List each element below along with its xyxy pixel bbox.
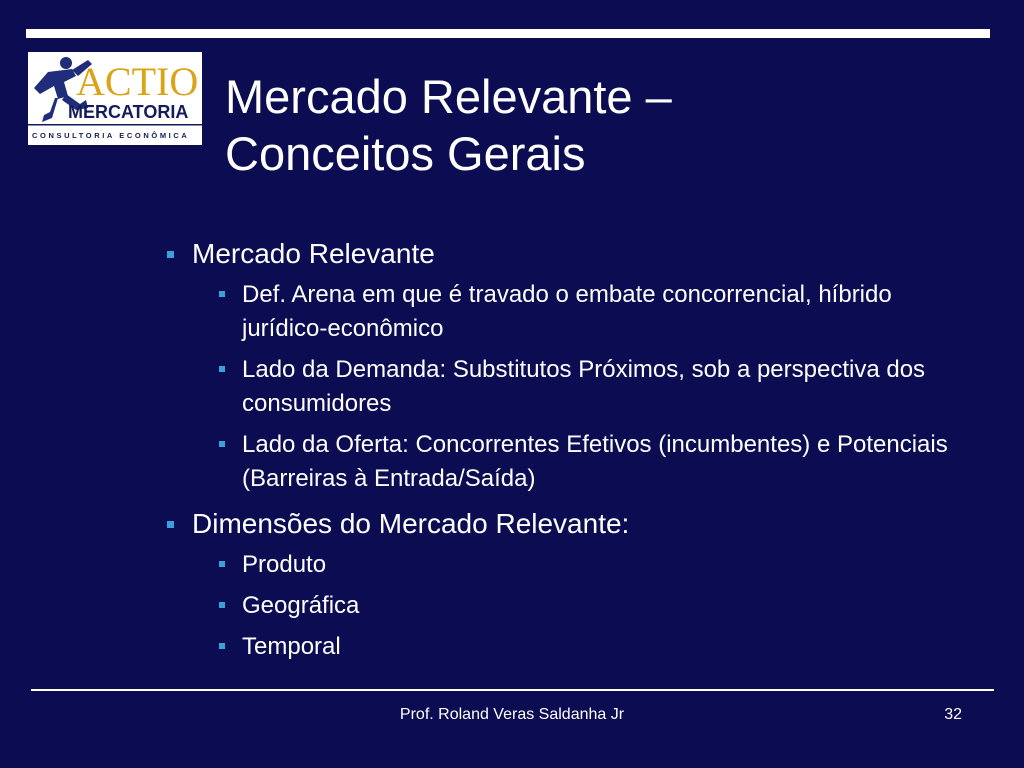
logo-graphic [28, 52, 202, 145]
square-bullet-icon [219, 602, 225, 608]
square-bullet-icon [167, 251, 174, 258]
page-number: 32 [944, 706, 962, 723]
sub-bullet-temporal [192, 630, 965, 664]
bullet-list [165, 236, 965, 664]
sub-bullet-text: Geográfica [242, 592, 360, 619]
sub-bullet-text: Produto [242, 551, 327, 578]
sub-bullet-text: Temporal [242, 633, 341, 660]
sub-bullet-definicao [192, 278, 965, 346]
sub-bullet-lado-oferta [192, 428, 965, 496]
top-rule [26, 29, 990, 38]
square-bullet-icon [167, 521, 174, 528]
sub-bullet-produto [192, 548, 965, 582]
bullet-text: Mercado Relevante [192, 238, 435, 269]
sub-bullet-geografica [192, 589, 965, 623]
bullet-dimensoes [165, 506, 965, 664]
svg-text:MERCATORIA: MERCATORIA [68, 102, 189, 122]
slide-content [165, 236, 965, 674]
sub-bullet-text: Def. Arena em que é travado o embate concorrencial, híbrido jurídico-econômico [242, 281, 892, 342]
sub-bullet-text: Lado da Demanda: Substitutos Próximos, sob a perspectiva dos consumidores [242, 356, 926, 417]
bullet-text: Dimensões do Mercado Relevante: [192, 508, 630, 539]
square-bullet-icon [219, 441, 225, 447]
square-bullet-icon [219, 561, 225, 567]
footer-author: Prof. Roland Veras Saldanha Jr [399, 706, 625, 723]
sub-bullet-list [192, 278, 965, 496]
square-bullet-icon [219, 643, 225, 649]
square-bullet-icon [219, 291, 225, 297]
sub-bullet-lado-demanda [192, 353, 965, 421]
slide-title-line-1: Mercado Relevante – [225, 70, 672, 123]
footer-rule [31, 689, 994, 691]
svg-text:CONSULTORIA ECONÔMICA: CONSULTORIA ECONÔMICA [32, 131, 190, 140]
svg-text:ACTIO: ACTIO [76, 59, 199, 104]
square-bullet-icon [219, 366, 225, 372]
sub-bullet-text: Lado da Oferta: Concorrentes Efetivos (incumbentes) e Potenciais (Barreiras à Entrada/Saída) [242, 431, 948, 492]
sub-bullet-list [192, 548, 965, 664]
bullet-mercado-relevante [165, 236, 965, 496]
slide-title [225, 68, 925, 182]
company-logo [28, 52, 202, 145]
slide-title-line-2: Conceitos Gerais [225, 127, 586, 180]
